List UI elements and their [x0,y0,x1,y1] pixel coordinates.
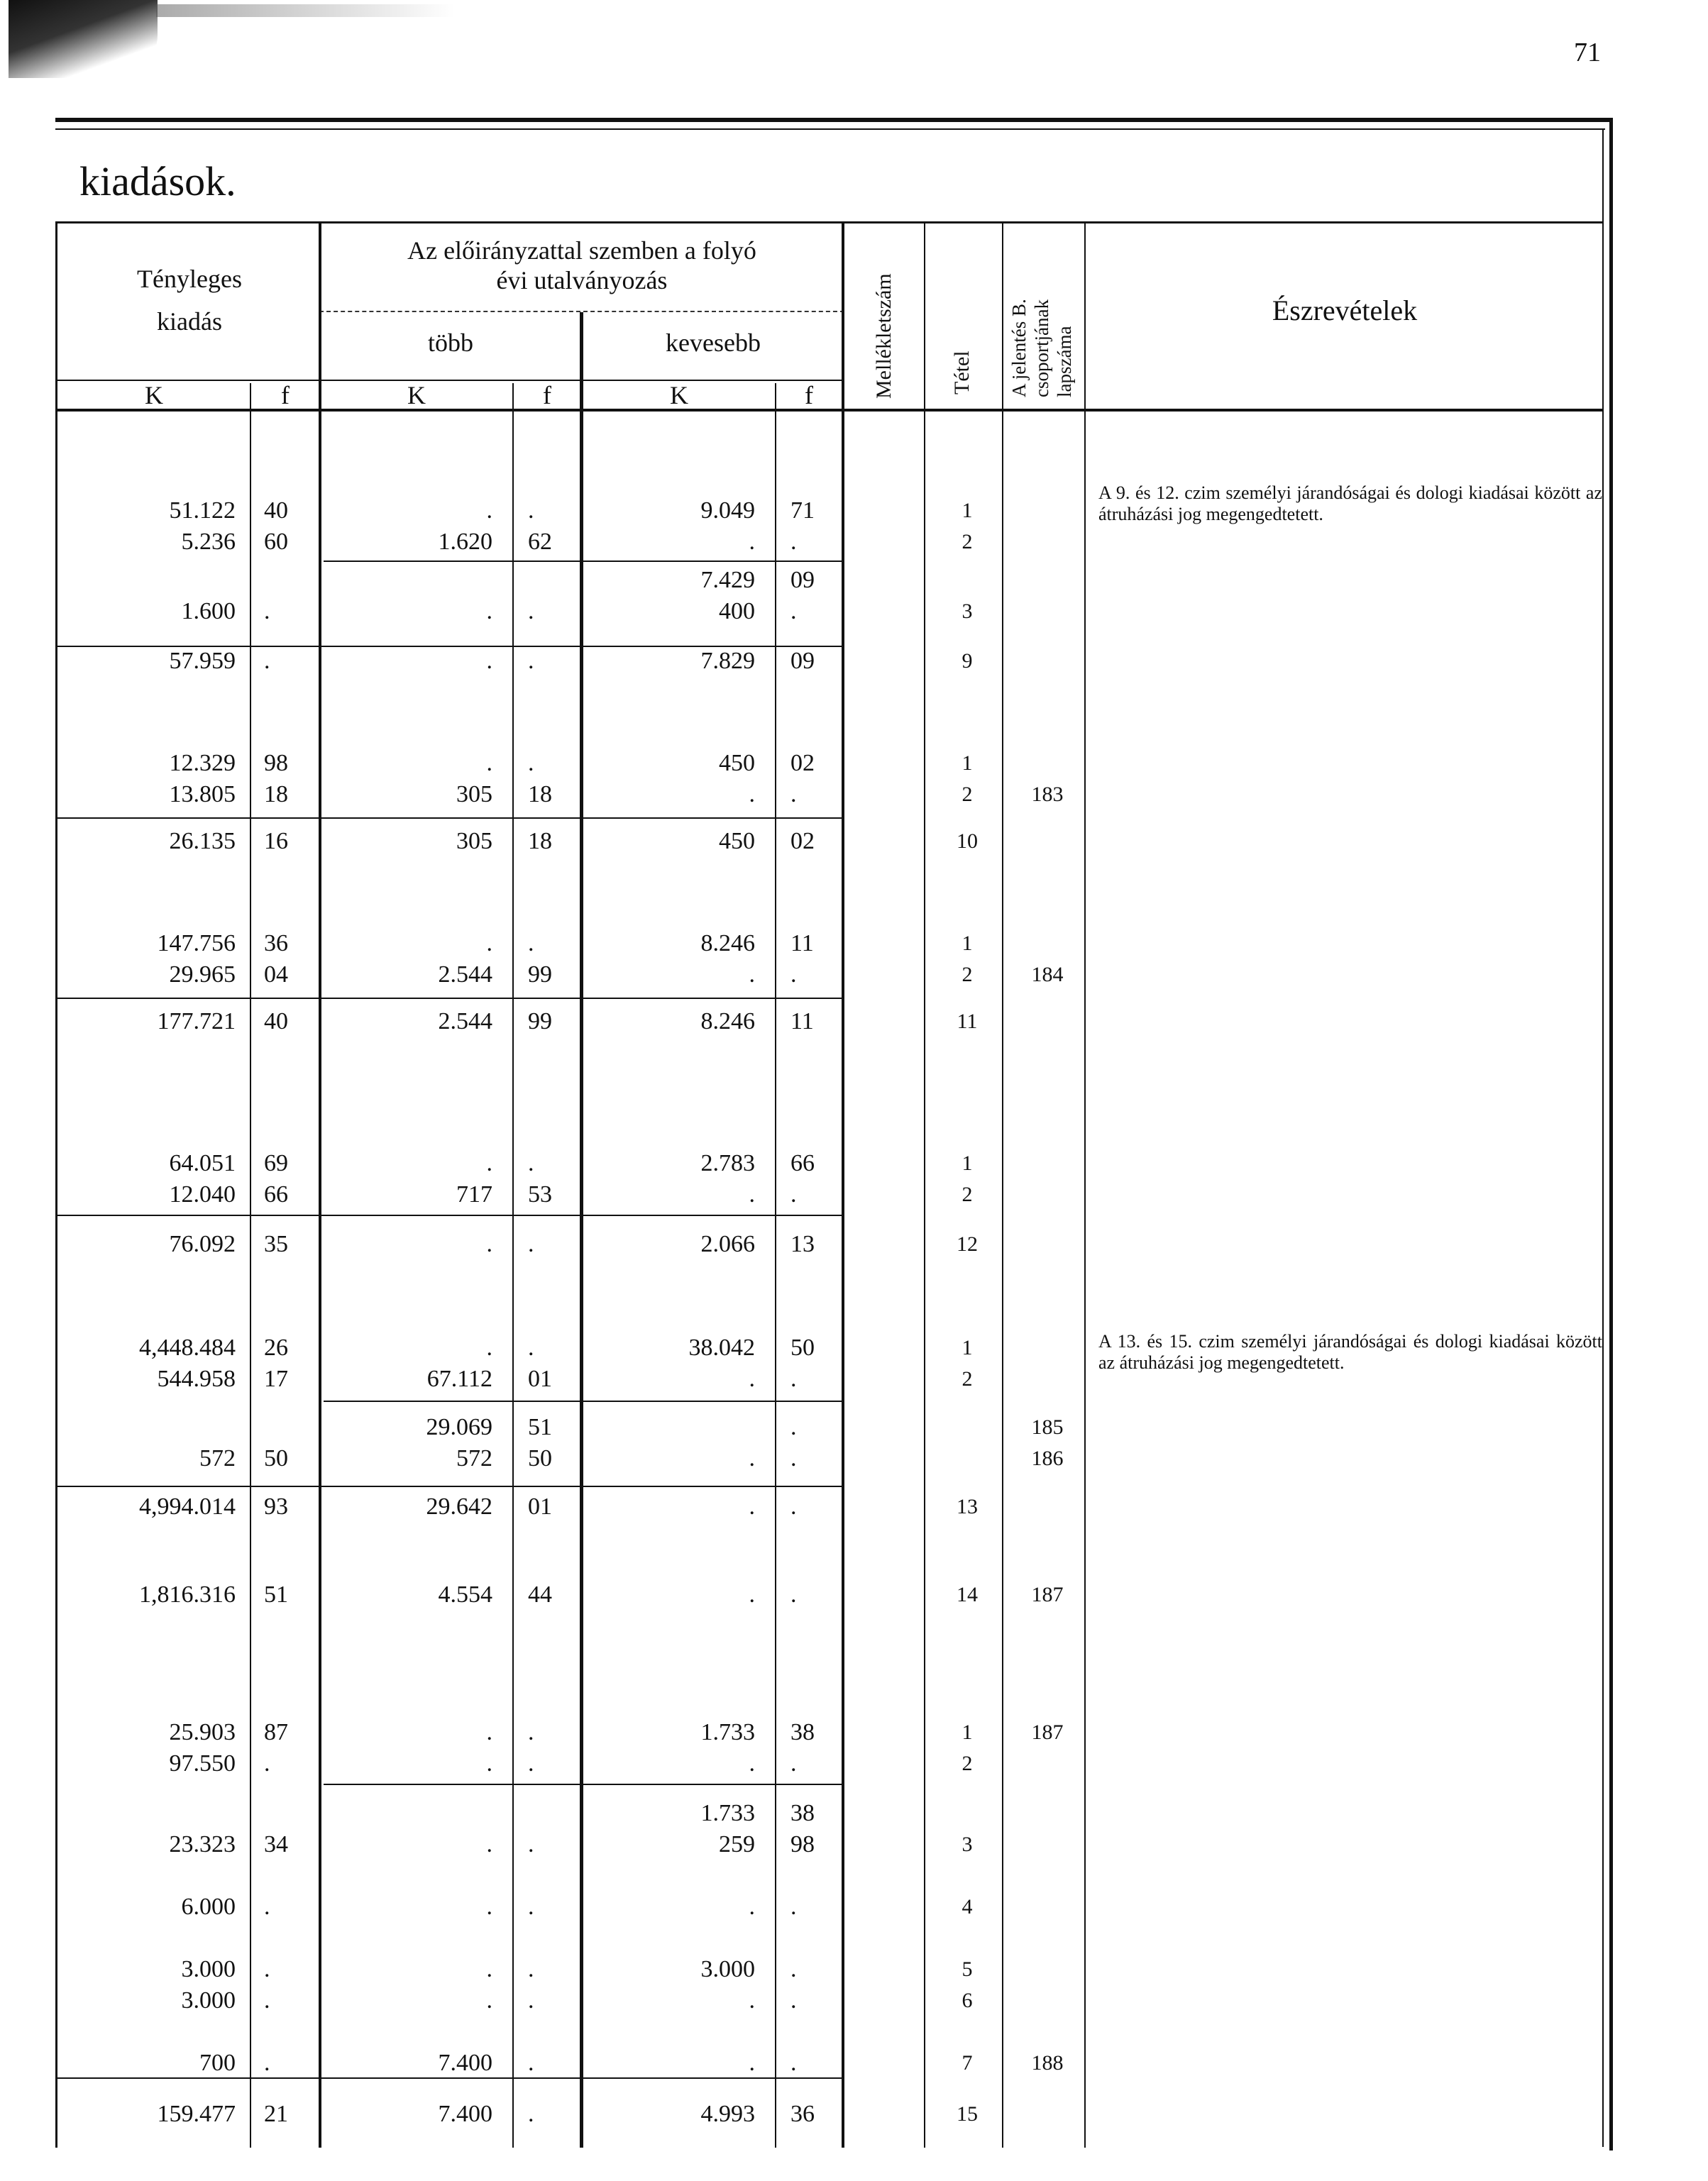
cell-more-f: . [528,1150,534,1176]
cell-more-k: 305 [456,781,492,807]
cell-more-k: . [486,1719,492,1745]
cell-less-f: . [790,2050,797,2076]
cell-actual-k: 97.550 [169,1750,236,1777]
cell-more-f: 62 [528,529,552,555]
cell-less-k: 38.042 [688,1335,755,1361]
cell-actual-f: . [264,1894,270,1920]
cell-more-f: 50 [528,1445,552,1472]
cell-item-number: 10 [957,829,978,853]
cell-more-f: 53 [528,1181,552,1208]
brace-rule-2 [324,1401,842,1402]
header-annex: Mellékletszám [872,273,896,399]
header-more: több [427,328,473,357]
cell-more-k: 29.642 [426,1493,492,1520]
header-actual-line1: Tényleges [137,265,242,293]
cell-less-f: . [790,961,797,988]
cell-less-f: . [790,1366,797,1392]
cell-actual-f: 51 [264,1581,288,1608]
cell-more-k: 7.400 [438,2101,492,2127]
cell-actual-f: . [264,1987,270,2014]
cell-less-k: 1.733 [700,1719,755,1745]
cell-actual-f: 34 [264,1831,288,1857]
cell-more-k: 572 [456,1445,492,1472]
cell-more-f: 99 [528,961,552,988]
cell-item-number: 1 [962,751,973,775]
page-title: kiadások. [79,158,236,204]
cell-less-k: . [749,2050,755,2076]
cell-item-number: 3 [962,1833,973,1856]
cell-actual-k: 544.958 [157,1366,236,1392]
cell-more-f: . [528,648,534,674]
cell-more-f: . [528,1231,534,1257]
cell-more-k: . [486,1894,492,1920]
cell-more-k: 717 [456,1181,492,1208]
cell-actual-f: 50 [264,1445,288,1472]
cell-actual-f: 36 [264,930,288,956]
header-report-line2: csoportjának [1031,299,1052,397]
cell-item-number: 4 [962,1895,973,1918]
cell-more-k: 1.620 [438,529,492,555]
scan-smudge-streak [156,4,454,17]
cell-more-k: . [486,930,492,956]
cell-more-k: . [486,648,492,674]
cell-actual-k: 6.000 [181,1894,236,1920]
subtotal-rule-1 [57,646,843,647]
cell-less-f: . [790,1956,797,1982]
cell-actual-k: 572 [199,1445,236,1472]
cell-item-number: 11 [957,1010,978,1033]
cell-actual-f: 87 [264,1719,288,1745]
cell-item-number: 7 [962,2051,973,2075]
header-compare-line2: évi utalványozás [496,266,668,294]
unit-more-k: K [407,381,426,409]
cell-less-f: . [790,1181,797,1208]
cell-actual-f: 98 [264,750,288,776]
cell-more-k: 67.112 [426,1366,492,1392]
cell-actual-k: 23.323 [169,1831,236,1857]
cell-less-k: 400 [719,598,755,624]
cell-more-k: . [486,1831,492,1857]
cell-item-number: 2 [962,1752,973,1775]
cell-report-page: 187 [1031,1721,1064,1744]
cell-actual-f: . [264,598,270,624]
cell-actual-f: 04 [264,961,288,988]
cell-more-f: 01 [528,1366,552,1392]
cell-actual-k: 57.959 [169,648,236,674]
cell-actual-f: 35 [264,1231,288,1257]
subtotal-rule-4 [57,1215,843,1216]
cell-less-k: . [749,781,755,807]
cell-more-f: . [528,1831,534,1857]
cell-actual-k: 12.040 [169,1181,236,1208]
cell-more-k: 2.544 [438,1008,492,1034]
cell-less-f: 38 [790,1800,815,1826]
cell-more-f: . [528,750,534,776]
cell-less-f: . [790,781,797,807]
cell-more-f: . [528,930,534,956]
cell-item-number: 14 [957,1583,978,1606]
cell-actual-k: 13.805 [169,781,236,807]
cell-report-page: 183 [1031,783,1064,806]
table-top-rule [55,221,1604,223]
cell-less-f: 11 [790,1008,814,1034]
unit-more-f: f [543,381,551,409]
cell-item-number: 5 [962,1958,973,1981]
header-less: kevesebb [666,328,761,357]
col-rule-item-end [1002,221,1003,2148]
cell-less-f: 11 [790,930,814,956]
right-frame-inner [1602,128,1604,2147]
cell-item-number: 1 [962,1336,973,1359]
unit-less-f: f [805,381,813,409]
cell-item-number: 1 [962,1152,973,1175]
header-report-line3: lapszáma [1054,326,1075,397]
col-rule-report-end [1084,221,1086,2148]
cell-actual-k: 64.051 [169,1150,236,1176]
cell-actual-k: 700 [199,2050,236,2076]
cell-more-k: . [486,1750,492,1777]
cell-report-page: 186 [1031,1447,1064,1470]
header-item: Tétel [950,350,974,394]
cell-more-f: . [528,2101,534,2127]
cell-actual-k: 3.000 [181,1987,236,2014]
brace-rule-1 [324,561,842,562]
cell-less-k: 8.246 [700,1008,755,1034]
cell-more-f: 01 [528,1493,552,1520]
cell-less-f: 02 [790,750,815,776]
cell-actual-f: 60 [264,529,288,555]
cell-less-k: 4.993 [700,2101,755,2127]
cell-actual-k: 1.600 [181,598,236,624]
cell-actual-f: 26 [264,1335,288,1361]
cell-actual-f: . [264,2050,270,2076]
cell-report-page: 185 [1031,1415,1064,1439]
cell-more-k: 7.400 [438,2050,492,2076]
cell-less-k: 450 [719,828,755,854]
cell-actual-f: . [264,1956,270,1982]
cell-less-f: . [790,1894,797,1920]
cell-less-k: . [749,1493,755,1520]
header-actual-line2: kiadás [157,307,222,336]
cell-less-k: . [749,961,755,988]
cell-item-number: 2 [962,1183,973,1206]
cell-actual-f: 18 [264,781,288,807]
cell-less-k: . [749,1581,755,1608]
cell-item-number: 6 [962,1989,973,2012]
cell-actual-f: 93 [264,1493,288,1520]
cell-item-number: 2 [962,963,973,986]
cell-less-k: 7.829 [700,648,755,674]
unit-actual-k: K [145,381,163,409]
cell-less-k: 9.049 [700,497,755,524]
table-left-rule [55,221,57,2148]
cell-item-number: 1 [962,932,973,955]
cell-more-f: 99 [528,1008,552,1034]
cell-less-k: 450 [719,750,755,776]
cell-report-page: 184 [1031,963,1064,986]
cell-less-f: . [790,529,797,555]
cell-report-page: 188 [1031,2051,1064,2075]
cell-more-k: . [486,1987,492,2014]
cell-less-f: . [790,1493,797,1520]
col-rule-more-kf [512,383,514,2148]
cell-more-f: . [528,1956,534,1982]
cell-more-f: 18 [528,781,552,807]
cell-less-k: 259 [719,1831,755,1857]
subtotal-rule-3 [57,998,843,999]
remark-1: A 9. és 12. czim személyi járandóságai és dologi kiadásai között az átruházási jog megengedtetett. [1098,482,1602,524]
unit-actual-f: f [281,381,290,409]
cell-actual-k: 1,816.316 [139,1581,236,1608]
cell-more-k: . [486,598,492,624]
cell-less-k: 7.429 [700,567,755,593]
cell-actual-k: 25.903 [169,1719,236,1745]
top-rule-thin [55,128,1605,130]
cell-item-number: 2 [962,1367,973,1391]
scan-smudge [9,0,158,78]
cell-more-k: 4.554 [438,1581,492,1608]
cell-actual-k: 76.092 [169,1231,236,1257]
cell-more-k: . [486,1956,492,1982]
cell-actual-k: 4,994.014 [139,1493,236,1520]
cell-less-k: 1.733 [700,1800,755,1826]
remark-2: A 13. és 15. czim személyi járandóságai és dologi kiadásai között az átruházási jog megengedtetett. [1098,1331,1602,1373]
cell-less-f: 66 [790,1150,815,1176]
cell-less-f: 09 [790,648,815,674]
cell-less-f: 36 [790,2101,815,2127]
cell-less-f: . [790,1987,797,2014]
cell-more-f: . [528,497,534,524]
cell-less-f: 02 [790,828,815,854]
cell-less-f: 98 [790,1831,815,1857]
cell-item-number: 9 [962,649,973,673]
cell-less-k: 3.000 [700,1956,755,1982]
cell-item-number: 1 [962,1721,973,1744]
top-rule-thick [55,118,1611,122]
cell-actual-k: 147.756 [157,930,236,956]
cell-actual-k: 26.135 [169,828,236,854]
cell-less-f: . [790,1414,797,1440]
cell-less-k: . [749,1181,755,1208]
cell-item-number: 2 [962,783,973,806]
cell-actual-k: 5.236 [181,529,236,555]
right-frame-outer [1609,118,1613,2150]
header-compare-line1: Az előirányzattal szemben a folyó [407,236,756,265]
cell-actual-k: 3.000 [181,1956,236,1982]
cell-less-f: . [790,598,797,624]
cell-item-number: 13 [957,1495,978,1518]
subtotal-rule-5 [57,1486,843,1487]
brace-rule-3 [324,1784,842,1785]
cell-item-number: 15 [957,2102,978,2126]
cell-actual-k: 51.122 [169,497,236,524]
cell-actual-k: 4,448.484 [139,1335,236,1361]
cell-less-f: . [790,1581,797,1608]
col-rule-less-end [842,221,844,2148]
cell-more-f: . [528,1719,534,1745]
cell-more-f: . [528,598,534,624]
cell-more-k: . [486,497,492,524]
cell-less-f: 13 [790,1231,815,1257]
cell-actual-f: . [264,1750,270,1777]
cell-more-k: . [486,1150,492,1176]
cell-less-k: 8.246 [700,930,755,956]
header-report-line1: A jelentés B. [1008,299,1030,397]
cell-actual-f: 16 [264,828,288,854]
cell-actual-f: 69 [264,1150,288,1176]
cell-less-f: 38 [790,1719,815,1745]
cell-more-f: 18 [528,828,552,854]
cell-more-k: 305 [456,828,492,854]
cell-actual-k: 177.721 [157,1008,236,1034]
cell-actual-k: 159.477 [157,2101,236,2127]
col-rule-less-kf [775,383,776,2148]
unit-less-k: K [670,381,688,409]
col-rule-actual-kf [250,383,251,2148]
cell-more-f: . [528,1335,534,1361]
cell-item-number: 2 [962,530,973,553]
cell-more-f: . [528,1894,534,1920]
cell-less-k: . [749,529,755,555]
subtotal-rule-2 [57,817,843,819]
cell-less-k: . [749,1987,755,2014]
cell-actual-k: 29.965 [169,961,236,988]
cell-more-f: . [528,2050,534,2076]
cell-less-f: . [790,1445,797,1472]
cell-less-k: . [749,1894,755,1920]
cell-more-f: . [528,1750,534,1777]
cell-less-f: 50 [790,1335,815,1361]
subtotal-rule-6 [57,2077,843,2079]
col-rule-annex-end [924,221,925,2148]
cell-item-number: 12 [957,1232,978,1256]
cell-item-number: 3 [962,600,973,623]
cell-actual-f: 40 [264,497,288,524]
cell-actual-f: 21 [264,2101,288,2127]
cell-actual-f: . [264,648,270,674]
cell-report-page: 187 [1031,1583,1064,1606]
header-remarks: Észrevételek [1272,294,1418,326]
cell-item-number: 1 [962,499,973,522]
cell-more-f: 44 [528,1581,552,1608]
cell-more-k: . [486,750,492,776]
cell-more-k: 2.544 [438,961,492,988]
cell-less-k: . [749,1750,755,1777]
cell-less-k: 2.066 [700,1231,755,1257]
cell-actual-k: 12.329 [169,750,236,776]
cell-actual-f: 40 [264,1008,288,1034]
cell-more-k: . [486,1231,492,1257]
cell-more-k: . [486,1335,492,1361]
cell-less-k: . [749,1445,755,1472]
cell-less-k: 2.783 [700,1150,755,1176]
cell-less-k: . [749,1366,755,1392]
cell-more-f: 51 [528,1414,552,1440]
page-number: 71 [1574,38,1601,67]
cell-less-f: . [790,1750,797,1777]
cell-less-f: 09 [790,567,815,593]
cell-less-f: 71 [790,497,815,524]
cell-more-k: 29.069 [426,1414,492,1440]
cell-actual-f: 17 [264,1366,288,1392]
cell-actual-f: 66 [264,1181,288,1208]
cell-more-f: . [528,1987,534,2014]
